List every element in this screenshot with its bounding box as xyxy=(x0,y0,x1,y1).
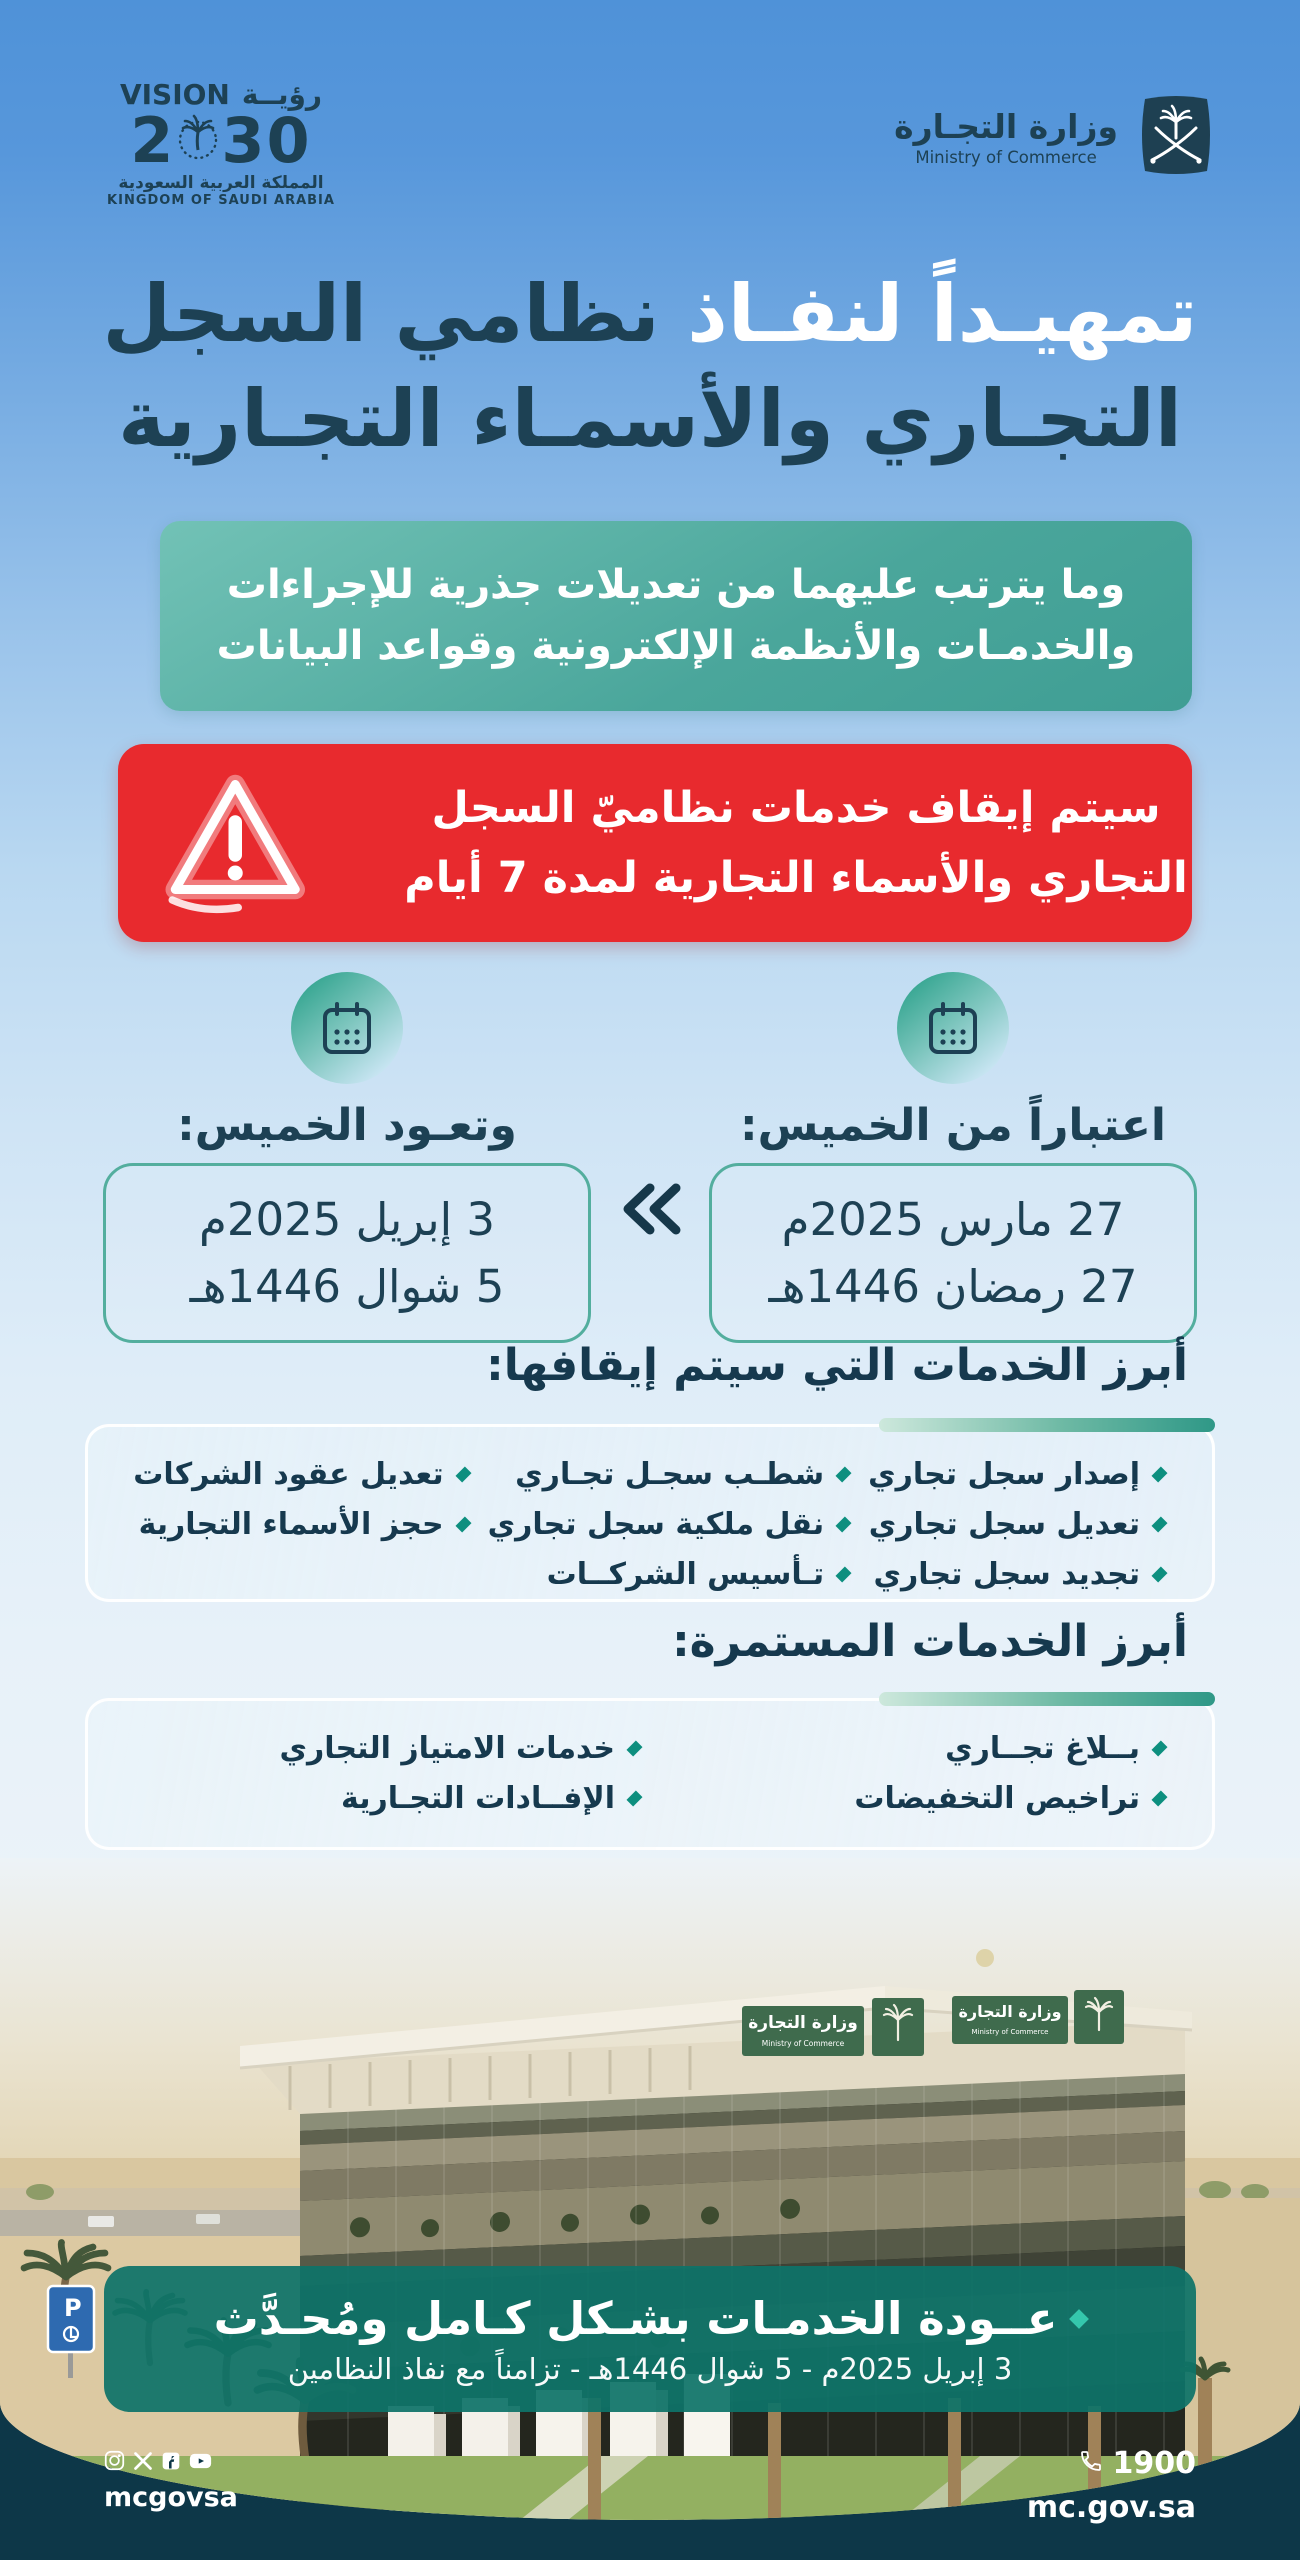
diamond-bullet-icon xyxy=(1070,2309,1090,2329)
diamond-bullet-icon xyxy=(455,1517,471,1533)
calendar-icon xyxy=(291,972,403,1084)
double-chevron-left-icon xyxy=(614,1178,686,1240)
svg-text:P: P xyxy=(64,2294,82,2322)
list-item-label: تجديد سجل تجاري xyxy=(873,1557,1140,1592)
return-date-hijri: 5 شوال 1446هـ xyxy=(189,1260,505,1313)
x-twitter-icon[interactable] xyxy=(133,2451,153,2475)
subtitle-line-2: والخدمـات والأنظمة الإلكترونية وقواعد البيانات xyxy=(216,623,1136,669)
diamond-bullet-icon xyxy=(836,1467,852,1483)
list-item xyxy=(134,1781,641,1816)
stopped-services-box xyxy=(85,1424,1215,1602)
list-item xyxy=(488,1557,851,1592)
list-item xyxy=(868,1457,1166,1492)
website-url[interactable]: mc.gov.sa xyxy=(1026,2490,1196,2525)
palm-dotted-icon xyxy=(177,111,219,171)
subtitle-line-1: وما يترتب عليهما من تعديلات جذرية للإجراءات xyxy=(226,562,1126,608)
ministry-name-ar: وزارة التجـارة xyxy=(894,107,1118,146)
list-item-label: تعديل سجل تجاري xyxy=(868,1507,1140,1542)
return-date-gregorian: 3 إبريل 2025م xyxy=(198,1193,496,1246)
instagram-icon[interactable] xyxy=(104,2450,125,2475)
stopped-services-col-1 xyxy=(868,1457,1166,1592)
list-item-label: خدمات الامتياز التجاري xyxy=(279,1731,615,1766)
youtube-icon[interactable] xyxy=(189,2451,212,2475)
title-line-2: التجـاري والأسمـاء التجـارية xyxy=(118,373,1182,465)
vision-year-30: 30 xyxy=(221,104,312,177)
alert-text xyxy=(354,773,1192,913)
title-lead-white: تمهيـداً لنفـاذ xyxy=(687,268,1198,360)
alert-line-2: التجاري والأسماء التجارية لمدة 7 أيام xyxy=(404,853,1188,903)
title-line-1 xyxy=(0,262,1300,367)
list-item-label: تعديل عقود الشركات xyxy=(133,1457,444,1492)
diamond-bullet-icon xyxy=(836,1567,852,1583)
vision-word-ar: رؤيــة xyxy=(241,78,323,111)
diamond-bullet-icon xyxy=(1152,1517,1168,1533)
diamond-bullet-icon xyxy=(627,1791,643,1807)
vision-country-ar: المملكة العربية السعودية xyxy=(118,173,324,193)
list-item xyxy=(133,1457,469,1492)
warning-triangle-icon xyxy=(118,768,354,918)
teal-accent-bar xyxy=(879,1418,1215,1432)
diamond-bullet-icon xyxy=(836,1517,852,1533)
banner-line-2: 3 إبريل 2025م - 5 شوال 1446هـ - تزامناً مع نفاذ النظامين xyxy=(287,2352,1013,2386)
continuing-services-col-1 xyxy=(659,1731,1166,1823)
list-item-label: بــلاغ تجــاري xyxy=(945,1731,1140,1766)
stop-date-title: اعتباراً من الخميس: xyxy=(739,1100,1167,1151)
diamond-bullet-icon xyxy=(1152,1567,1168,1583)
stop-date-card xyxy=(709,1163,1197,1343)
vision-country-en: KINGDOM OF SAUDI ARABIA xyxy=(107,193,335,208)
alert-line-1: سيتم إيقاف خدمات نظاميّ السجل xyxy=(431,783,1161,833)
diamond-bullet-icon xyxy=(1152,1467,1168,1483)
stopped-services-col-2 xyxy=(488,1457,851,1592)
stopped-services-heading: أبرز الخدمات التي سيتم إيقافها: xyxy=(486,1340,1188,1391)
list-item-label: إصدار سجل تجاري xyxy=(868,1457,1140,1492)
stop-date-gregorian: 27 مارس 2025م xyxy=(781,1193,1125,1246)
footer-social-block xyxy=(104,2450,238,2513)
list-item-label: نقل ملكية سجل تجاري xyxy=(487,1507,825,1542)
page-title xyxy=(0,262,1300,472)
svg-text:Ministry of Commerce: Ministry of Commerce xyxy=(971,2028,1049,2036)
ministry-building-photo xyxy=(0,1858,1300,2520)
alert-box xyxy=(118,744,1192,942)
list-item-label: شطـب سجـل تجـاري xyxy=(515,1457,825,1492)
list-item xyxy=(133,1507,469,1542)
footer-contact-block xyxy=(1027,2446,1196,2525)
teal-accent-bar xyxy=(879,1692,1215,1706)
svg-text:وزارة التجارة: وزارة التجارة xyxy=(958,2002,1062,2021)
vision-2030-logo xyxy=(96,78,346,208)
banner-line-1: عــودة الخدمـات بشـكل كـامل ومُحـدَّث xyxy=(213,2292,1058,2345)
list-item-label: حجز الأسماء التجارية xyxy=(138,1507,444,1542)
return-date-title: وتعـود الخميس: xyxy=(177,1100,517,1151)
title-rest-dark: نظامي السجل xyxy=(102,268,660,360)
phone-icon xyxy=(1079,2446,1103,2481)
subtitle-box xyxy=(160,521,1192,711)
list-item-label: تراخيص التخفيضات xyxy=(854,1781,1140,1816)
saudi-emblem-icon xyxy=(1136,92,1216,182)
stopped-services-col-3 xyxy=(133,1457,469,1592)
continuing-services-col-2 xyxy=(134,1731,641,1823)
return-date-card xyxy=(103,1163,591,1343)
diamond-bullet-icon xyxy=(1152,1741,1168,1757)
ministry-name-en: Ministry of Commerce xyxy=(915,148,1097,167)
list-item xyxy=(868,1557,1166,1592)
vision-year-2: 2 xyxy=(130,104,176,177)
ministry-of-commerce-logo xyxy=(894,92,1216,182)
list-item xyxy=(868,1507,1166,1542)
list-item-label: الإفــادات التجـارية xyxy=(341,1781,615,1816)
diamond-bullet-icon xyxy=(1152,1791,1168,1807)
list-item xyxy=(659,1731,1166,1766)
phone-number: 1900 xyxy=(1112,2446,1196,2481)
diamond-bullet-icon xyxy=(627,1741,643,1757)
list-item xyxy=(659,1781,1166,1816)
vision-word-en: VISION xyxy=(119,78,230,111)
list-item xyxy=(134,1731,641,1766)
diamond-bullet-icon xyxy=(455,1467,471,1483)
list-item-label: تـأسيس الشركــات xyxy=(546,1557,825,1592)
social-handle[interactable]: mcgovsa xyxy=(104,2482,238,2513)
list-item xyxy=(488,1507,851,1542)
continuing-services-box xyxy=(85,1698,1215,1850)
continuing-services-heading: أبرز الخدمات المستمرة: xyxy=(672,1616,1188,1667)
calendar-icon xyxy=(897,972,1009,1084)
return-announcement-banner xyxy=(104,2266,1196,2412)
svg-text:Ministry of Commerce: Ministry of Commerce xyxy=(761,2039,845,2048)
svg-text:وزارة التجارة: وزارة التجارة xyxy=(748,2013,858,2033)
stop-date-hijri: 27 رمضان 1446هـ xyxy=(768,1260,1138,1313)
list-item xyxy=(488,1457,851,1492)
stop-date-block xyxy=(688,972,1218,1343)
return-date-block xyxy=(82,972,612,1343)
facebook-icon[interactable] xyxy=(161,2451,181,2475)
